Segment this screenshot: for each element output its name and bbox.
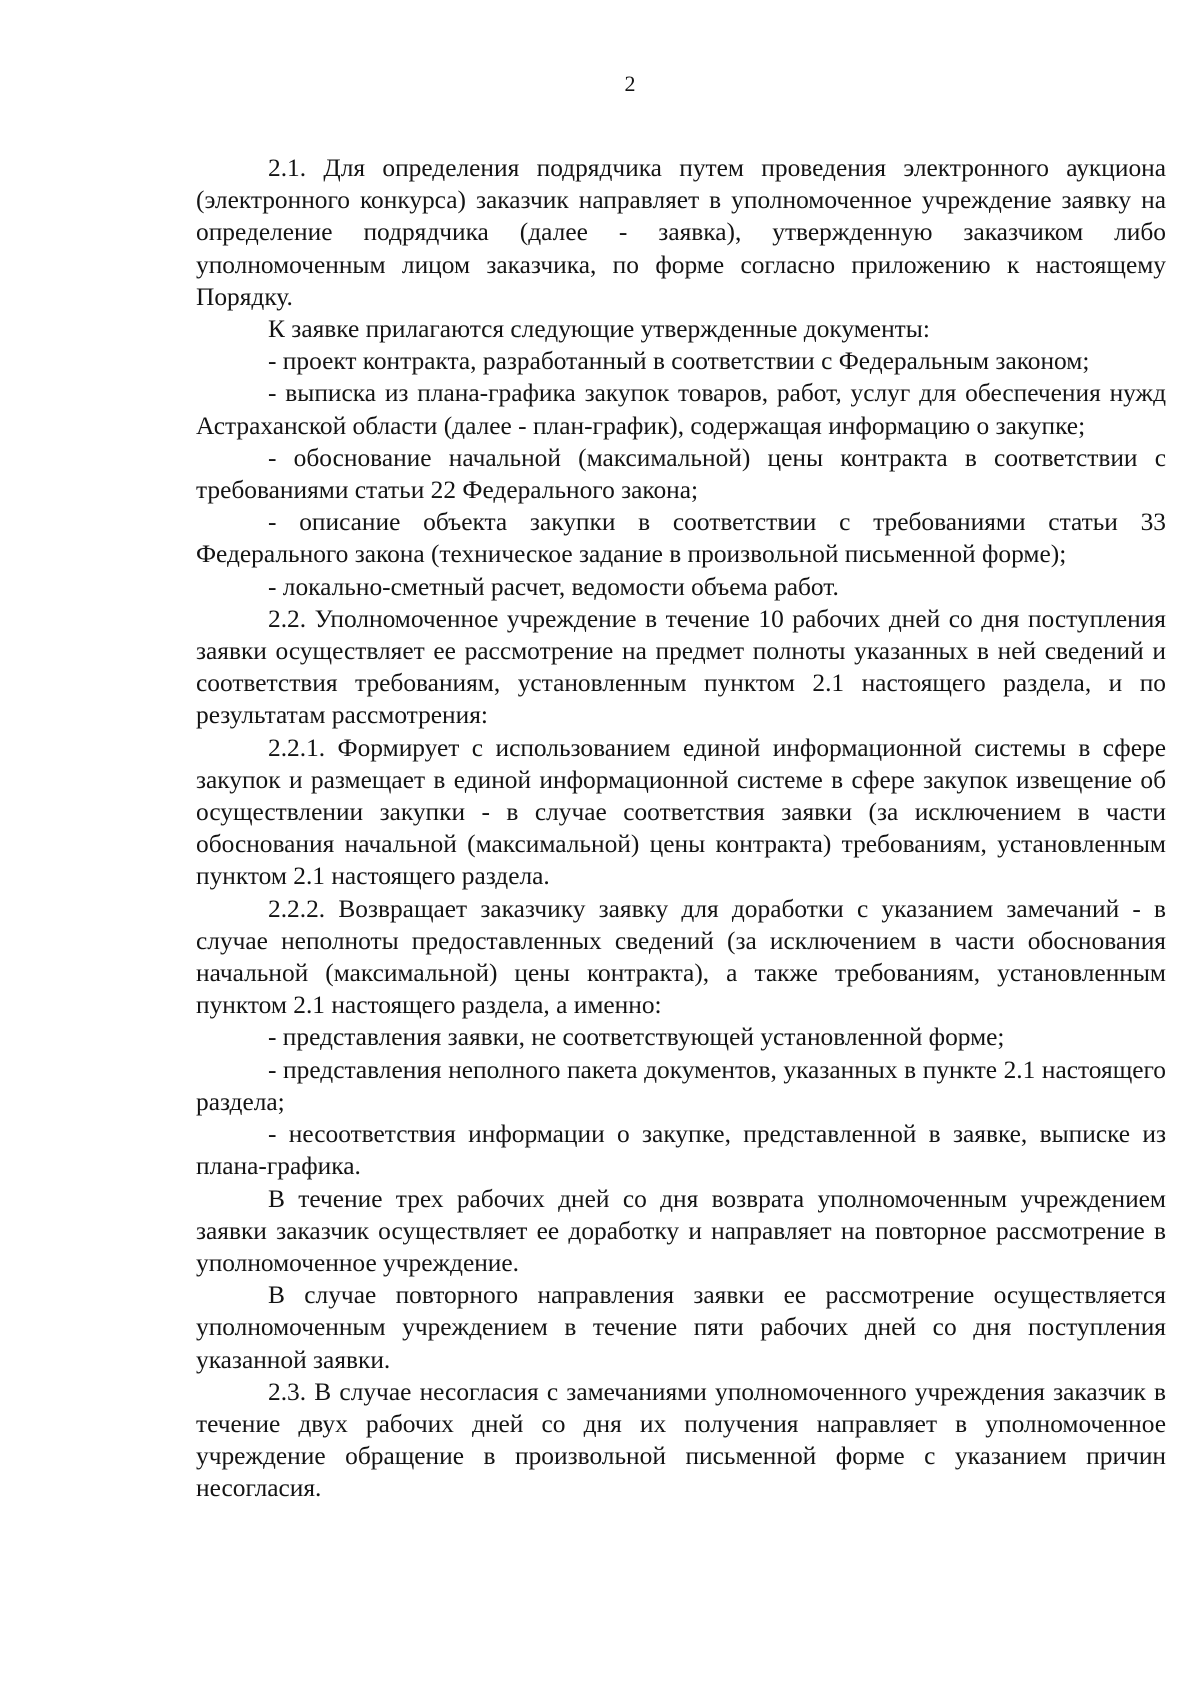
paragraph-2-2-2: 2.2.2. Возвращает заказчику заявку для доработки с указанием замечаний - в случае неполноты предоставленных сведений (за исключением в части обоснования начальной (максимальной) цены контракта), а также требованиям, установленным пунктом 2.1 настоящего раздела, а именно: <box>196 894 1166 1020</box>
paragraph-attachments-intro: К заявке прилагаются следующие утвержденные документы: <box>268 315 930 344</box>
paragraph-repeat-review: В случае повторного направления заявки ее рассмотрение осуществляется уполномоченным учреждением в течение пяти рабочих дней со дня поступления указанной заявки. <box>196 1281 1166 1374</box>
list-item-info-mismatch: - несоответствия информации о закупке, представленной в заявке, выписке из плана-графика. <box>196 1120 1166 1181</box>
paragraph-2-2-1: 2.2.1. Формирует с использованием единой информационной системы в сфере закупок и размещает в единой информационной системе в сфере закупок извещение об осуществлении закупки - в случае соответствия заявки (за исключением в части обоснования начальной (максимальной) цены контракта) требованиям, установленным пунктом 2.1 настоящего раздела. <box>196 733 1166 891</box>
list-item-form-mismatch: - представления заявки, не соответствующей установленной форме; <box>268 1023 1005 1052</box>
list-item-object-description: - описание объекта закупки в соответствии с требованиями статьи 33 Федерального закона (техническое задание в произвольной письменной форме); <box>196 508 1166 569</box>
paragraph-rework-deadline: В течение трех рабочих дней со дня возврата уполномоченным учреждением заявки заказчик осуществляет ее доработку и направляет на повторное рассмотрение в уполномоченное учреждение. <box>196 1184 1166 1277</box>
list-item-contract-draft: - проект контракта, разработанный в соответствии с Федеральным законом; <box>268 347 1090 376</box>
paragraph-2-3: 2.3. В случае несогласия с замечаниями уполномоченного учреждения заказчик в течение двух рабочих дней со дня их получения направляет в уполномоченное учреждение обращение в произвольной письменной форме с указанием причин несогласия. <box>196 1377 1166 1503</box>
list-item-incomplete-package: - представления неполного пакета документов, указанных в пункте 2.1 настоящего раздела; <box>196 1055 1166 1116</box>
list-item-price-justification: - обоснование начальной (максимальной) цены контракта в соответствии с требованиями статьи 22 Федерального закона; <box>196 443 1166 505</box>
page-number: 2 <box>624 71 636 96</box>
paragraph-2-1: 2.1. Для определения подрядчика путем проведения электронного аукциона (электронного конкурса) заказчик направляет в уполномоченное учреждение заявку на определение подрядчика (далее - заявка), утвержденную заказчиком либо уполномоченным лицом заказчика, по форме согласно приложению к настоящему Порядку. <box>196 154 1166 311</box>
list-item-plan-extract: - выписка из плана-графика закупок товаров, работ, услуг для обеспечения нужд Астраханской области (далее - план-график), содержащая информацию о закупке; <box>196 379 1166 440</box>
document-body <box>196 152 1166 1505</box>
list-item-estimate: - локально-сметный расчет, ведомости объема работ. <box>268 572 839 601</box>
paragraph-2-2: 2.2. Уполномоченное учреждение в течение 10 рабочих дней со дня поступления заявки осуществляет ее рассмотрение на предмет полноты указанных в ней сведений и соответствия требованиям, установленным пунктом 2.1 настоящего раздела, и по результатам рассмотрения: <box>196 604 1166 730</box>
